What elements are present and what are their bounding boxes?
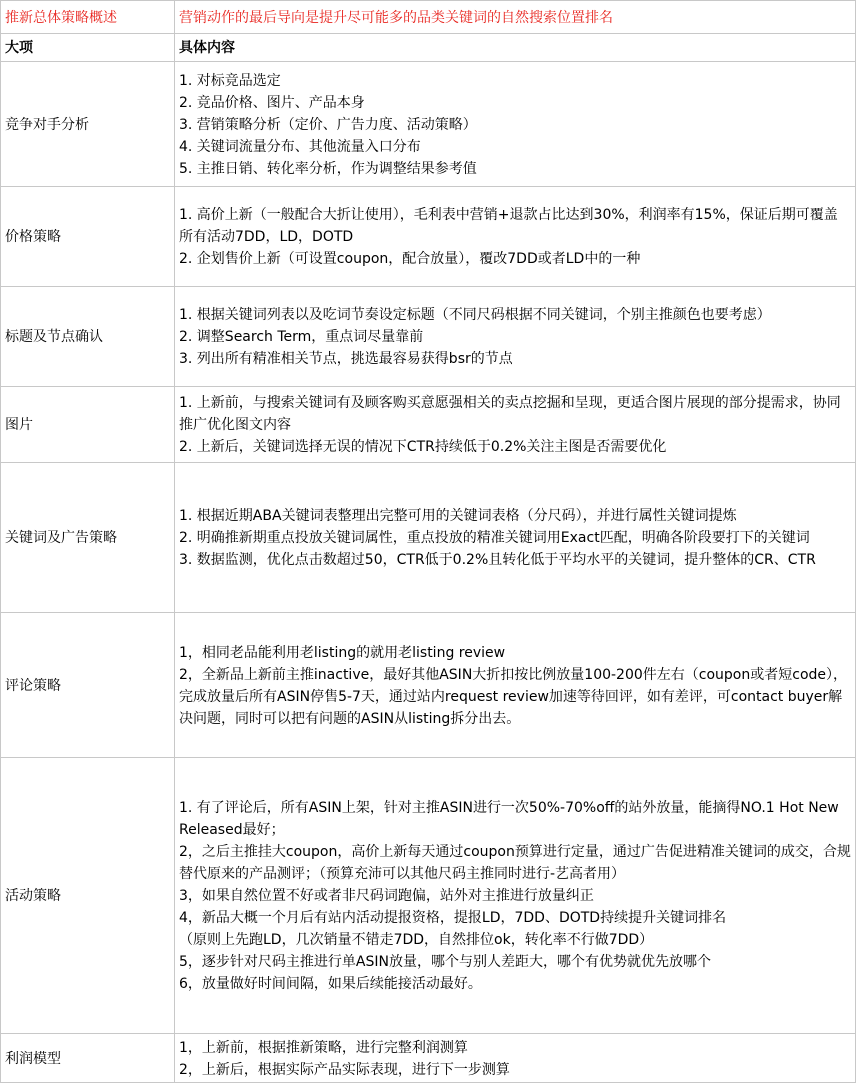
header-label-cell[interactable]: 推新总体策略概述 <box>1 1 175 34</box>
category-cell[interactable] <box>1 1034 175 1083</box>
content-line: 3. 列出所有精准相关节点，挑选最容易获得bsr的节点 <box>179 351 513 367</box>
table-row <box>1 758 856 1034</box>
content-line: 3，如果自然位置不好或者非尺码词跑偏，站外对主推进行放量纠正 <box>179 888 594 904</box>
content-line: 1. 有了评论后，所有ASIN上架，针对主推ASIN进行一次50%-70%off的站外放量，能摘得NO.1 Hot New Released最好； <box>179 800 844 838</box>
table-row <box>1 1034 856 1083</box>
content-line: 6，放量做好时间间隔，如果后续能接活动最好。 <box>179 976 482 992</box>
table-row <box>1 463 856 613</box>
category-label: 利润模型 <box>5 1050 61 1067</box>
content-line: 5. 主推日销、转化率分析，作为调整结果参考值 <box>179 160 477 177</box>
content-line: 1. 对标竞品选定 <box>179 72 281 89</box>
category-cell[interactable] <box>1 463 175 613</box>
content-cell[interactable] <box>175 463 856 613</box>
content-line: 1. 根据关键词列表以及吃词节奏设定标题（不同尺码根据不同关键词，个别主推颜色也要考虑） <box>179 307 771 323</box>
content-cell[interactable] <box>175 287 856 387</box>
content-line: 2，上新后，根据实际产品实际表现，进行下一步测算 <box>179 1061 510 1078</box>
content-line: 3. 营销策略分析（定价、广告力度、活动策略） <box>179 116 477 133</box>
column-header-row <box>1 34 856 62</box>
content-line: 1. 高价上新（一般配合大折让使用），毛利表中营销+退款占比达到30%，利润率有15%，保证后期可覆盖所有活动7DD，LD，DOTD <box>179 207 838 245</box>
content-cell[interactable] <box>175 613 856 758</box>
content-line: 1. 上新前，与搜索关键词有及顾客购买意愿强相关的卖点挖掘和呈现，更适合图片展现的部分提需求，协同推广优化图文内容 <box>179 395 841 433</box>
content-line: 4，新品大概一个月后有站内活动提报资格，提报LD，7DD、DOTD持续提升关键词排名 <box>179 910 727 926</box>
content-line: 2. 调整Search Term，重点词尽量靠前 <box>179 329 424 345</box>
content-line: 3. 数据监测，优化点击数超过50，CTR低于0.2%且转化低于平均水平的关键词，提升整体的CR、CTR <box>179 552 816 568</box>
content-line: 1，相同老品能利用老listing的就用老listing review <box>179 644 506 661</box>
category-cell[interactable] <box>1 613 175 758</box>
content-line: 2. 竞品价格、图片、产品本身 <box>179 94 365 111</box>
header-value-cell[interactable]: 营销动作的最后导向是提升尽可能多的品类关键词的自然搜索位置排名 <box>175 1 856 34</box>
header-row <box>1 1 856 34</box>
content-line: 2. 企划售价上新（可设置coupon，配合放量），覆改7DD或者LD中的一种 <box>179 251 641 267</box>
column-header-content[interactable]: 具体内容 <box>175 34 856 62</box>
category-cell[interactable] <box>1 758 175 1034</box>
content-line: 2. 明确推新期重点投放关键词属性，重点投放的精准关键词用Exact匹配，明确各阶段要打下的关键词 <box>179 530 810 546</box>
category-label: 竞争对手分析 <box>5 116 89 133</box>
content-cell[interactable] <box>175 758 856 1034</box>
category-label: 图片 <box>5 417 33 433</box>
table-row <box>1 387 856 463</box>
table-row <box>1 62 856 187</box>
category-label: 活动策略 <box>5 888 61 904</box>
content-cell[interactable] <box>175 1034 856 1083</box>
content-line: 2，全新品上新前主推inactive，最好其他ASIN大折扣按比例放量100-200件左右（coupon或者短code），完成放量后所有ASIN停售5-7天，通过站内request review加速等待回评，如有差评，可contact buyer解决问题，同时可以把有问题的ASIN从listing拆分出去。 <box>179 666 848 727</box>
content-line: 1，上新前，根据推新策略，进行完整利润测算 <box>179 1039 468 1056</box>
category-cell[interactable] <box>1 287 175 387</box>
category-cell[interactable] <box>1 62 175 187</box>
table-row <box>1 187 856 287</box>
category-label: 评论策略 <box>5 677 61 694</box>
content-line: （原则上先跑LD，几次销量不错走7DD，自然排位ok，转化率不行做7DD） <box>179 932 654 948</box>
content-line: 5，逐步针对尺码主推进行单ASIN放量，哪个与别人差距大，哪个有优势就优先放哪个 <box>179 954 711 970</box>
category-label: 标题及节点确认 <box>5 329 103 345</box>
table-row <box>1 613 856 758</box>
content-line: 2. 上新后，关键词选择无误的情况下CTR持续低于0.2%关注主图是否需要优化 <box>179 439 667 455</box>
category-label: 关键词及广告策略 <box>5 530 117 546</box>
column-header-category[interactable]: 大项 <box>1 34 175 62</box>
content-cell[interactable] <box>175 62 856 187</box>
content-cell[interactable] <box>175 187 856 287</box>
category-cell[interactable] <box>1 187 175 287</box>
content-line: 2，之后主推挂大coupon，高价上新每天通过coupon预算进行定量，通过广告促进精准关键词的成交，合规替代原来的产品测评；（预算充沛可以其他尺码主推同时进行-艺高者用） <box>179 844 851 882</box>
content-line: 1. 根据近期ABA关键词表整理出完整可用的关键词表格（分尺码），并进行属性关键词提炼 <box>179 508 737 524</box>
content-line: 4. 关键词流量分布、其他流量入口分布 <box>179 138 421 155</box>
content-cell[interactable] <box>175 387 856 463</box>
category-cell[interactable] <box>1 387 175 463</box>
table-row <box>1 287 856 387</box>
category-label: 价格策略 <box>5 229 61 245</box>
